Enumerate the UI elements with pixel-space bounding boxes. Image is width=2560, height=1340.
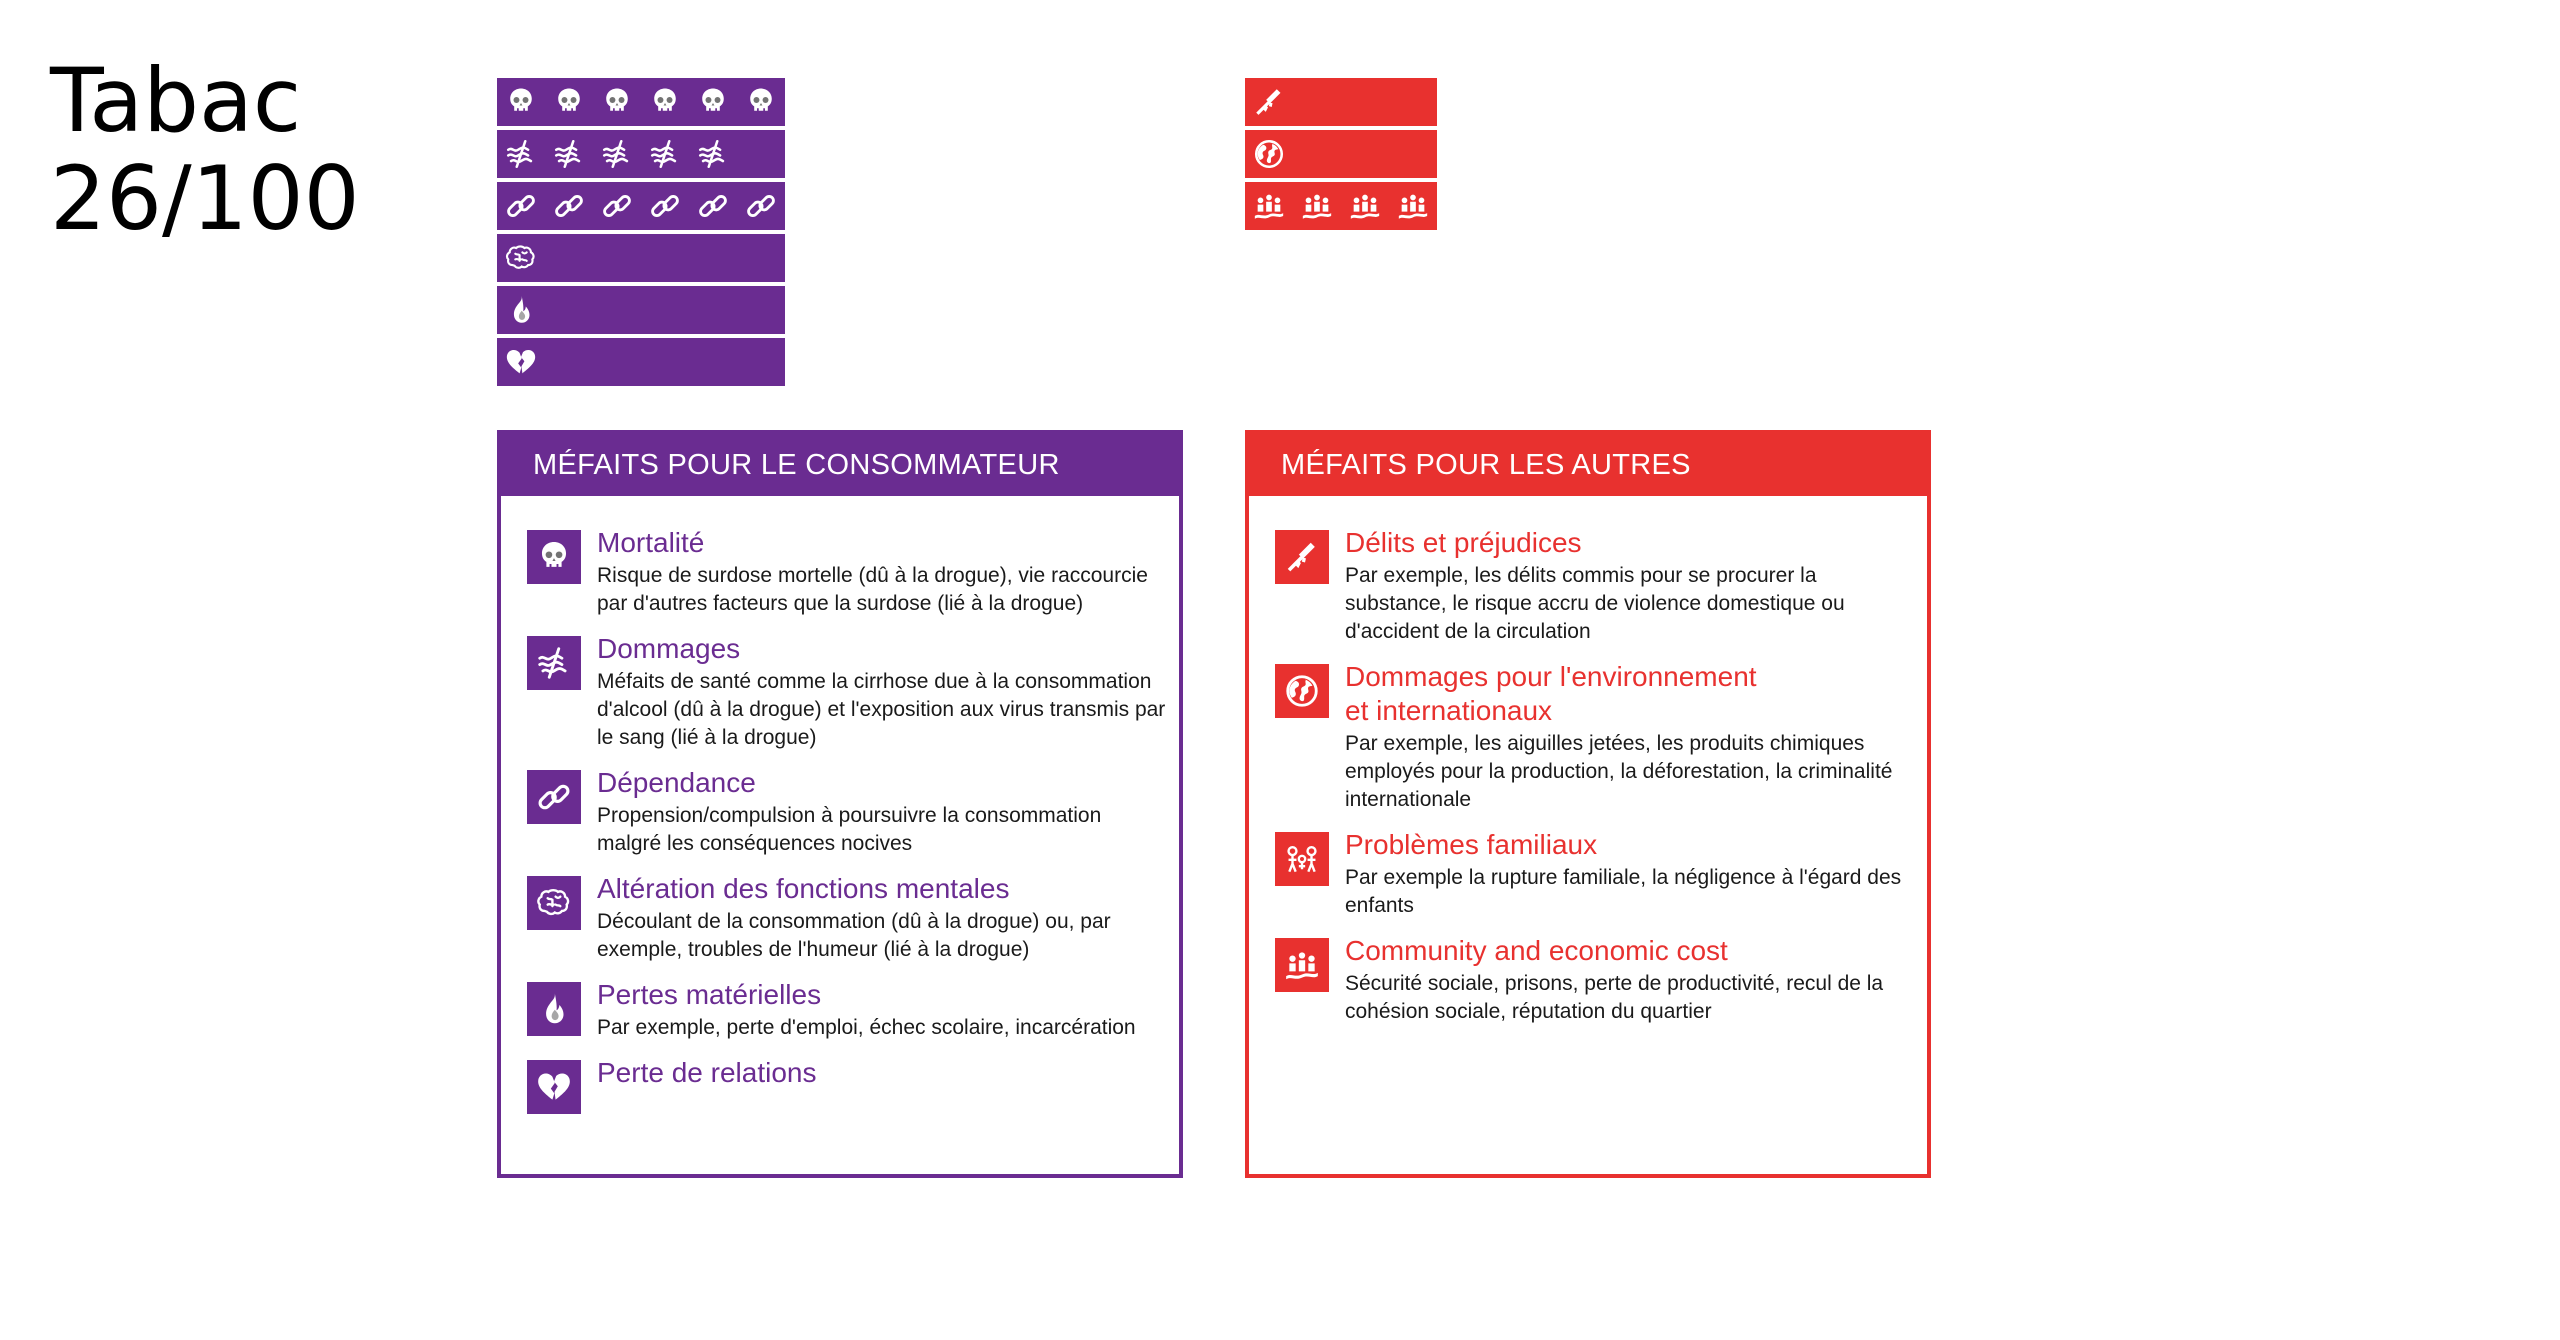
self-harms-panel [497, 430, 1183, 1178]
skull-icon [527, 530, 581, 584]
community-icon [1293, 182, 1341, 230]
chain-link-icon [497, 182, 545, 230]
harm-entry-description: Par exemple, les délits commis pour se procurer la substance, le risque accru de violence domestique ou d'accident de la circulation [1345, 564, 1845, 643]
harm-entry-title: Problèmes familiaux [1345, 829, 1598, 860]
chain-link-icon [689, 182, 737, 230]
community-icon [1389, 182, 1437, 230]
self-harm-row-fire [497, 286, 785, 334]
harm-entry [1275, 660, 1927, 814]
gun-icon [1245, 78, 1293, 126]
harm-entry-title: Dépendance [597, 767, 756, 798]
chain-link-icon [641, 182, 689, 230]
harm-entry-description: Sécurité sociale, prisons, perte de productivité, recul de la cohésion sociale, réputation du quartier [1345, 972, 1884, 1023]
others-harm-row-community [1245, 182, 1437, 230]
community-icon [1275, 938, 1329, 992]
harm-entry-title: Mortalité [597, 527, 705, 558]
harm-entry-title: Community and economic cost [1345, 935, 1728, 966]
others-harm-row-gun [1245, 78, 1437, 126]
self-harm-row-chain-link [497, 182, 785, 230]
harm-entry [527, 872, 1179, 964]
harm-entry-title: Altération des fonctions mentales [597, 873, 1010, 904]
self-harm-row-damage [497, 130, 785, 178]
skull-icon [593, 78, 641, 126]
skull-icon [497, 78, 545, 126]
skull-icon [737, 78, 785, 126]
harm-entry-title: Délits et préjudices [1345, 527, 1582, 558]
self-harm-row-skull [497, 78, 785, 126]
harm-entry-description: Méfaits de santé comme la cirrhose due à la consommation d'alcool (dû à la drogue) et l'exposition aux virus transmis par le sang (lié à la drogue) [597, 670, 1166, 749]
brain-icon [527, 876, 581, 930]
harm-entry [527, 978, 1179, 1042]
harm-entry [1275, 934, 1927, 1026]
family-icon [1275, 832, 1329, 886]
chain-link-icon [545, 182, 593, 230]
harm-entry-title: Perte de relations [597, 1057, 817, 1088]
page-title [50, 49, 360, 250]
damage-icon [689, 130, 737, 178]
damage-icon [527, 636, 581, 690]
others-harms-list [1249, 496, 1927, 1026]
harm-entry-description: Par exemple la rupture familiale, la négligence à l'égard des enfants [1345, 866, 1902, 917]
harm-entry [1275, 828, 1927, 920]
skull-icon [641, 78, 689, 126]
damage-icon [497, 130, 545, 178]
harm-entry-description: Risque de surdose mortelle (dû à la drogue), vie raccourcie par d'autres facteurs que la surdose (lié à la drogue) [597, 564, 1148, 615]
community-icon [1245, 182, 1293, 230]
harm-entry [527, 526, 1179, 618]
self-harm-row-broken-heart [497, 338, 785, 386]
harm-entry-title: Dommages [597, 633, 741, 664]
others-harms-panel [1245, 430, 1931, 1178]
harm-entry [527, 632, 1179, 752]
harm-entry-description: Par exemple, perte d'emploi, échec scolaire, incarcération [597, 1016, 1136, 1039]
damage-icon [593, 130, 641, 178]
chain-link-icon [527, 770, 581, 824]
harm-entry-title: Pertes matérielles [597, 979, 822, 1010]
harm-entry-description: Découlant de la consommation (dû à la drogue) ou, par exemple, troubles de l'humeur (lié à la drogue) [597, 910, 1111, 961]
self-harms-list [501, 496, 1179, 1114]
harm-entry [527, 766, 1179, 858]
others-harms-header: MÉFAITS POUR LES AUTRES [1249, 434, 1927, 496]
harm-entry-title: Dommages pour l'environnement et internationaux [1345, 661, 1757, 726]
drug-name: Tabac [50, 49, 302, 152]
broken-heart-icon [527, 1060, 581, 1114]
fire-icon [527, 982, 581, 1036]
gun-icon [1275, 530, 1329, 584]
harm-entry-description: Par exemple, les aiguilles jetées, les produits chimiques employés pour la production, la déforestation, la criminalité internationale [1345, 732, 1893, 811]
self-harms-header: MÉFAITS POUR LE CONSOMMATEUR [501, 434, 1179, 496]
damage-icon [545, 130, 593, 178]
self-harm-row-brain [497, 234, 785, 282]
others-harm-icon-rows [1245, 78, 1437, 234]
broken-heart-icon [497, 338, 545, 386]
others-harm-row-globe [1245, 130, 1437, 178]
globe-icon [1275, 664, 1329, 718]
skull-icon [545, 78, 593, 126]
brain-icon [497, 234, 545, 282]
community-icon [1341, 182, 1389, 230]
harm-entry [1275, 526, 1927, 646]
chain-link-icon [593, 182, 641, 230]
skull-icon [689, 78, 737, 126]
damage-icon [641, 130, 689, 178]
fire-icon [497, 286, 545, 334]
harm-score: 26/100 [50, 147, 360, 250]
harm-entry [527, 1056, 1179, 1114]
harm-entry-description: Propension/compulsion à poursuivre la consommation malgré les conséquences nocives [597, 804, 1102, 855]
chain-link-icon [737, 182, 785, 230]
self-harm-icon-rows [497, 78, 785, 390]
globe-icon [1245, 130, 1293, 178]
